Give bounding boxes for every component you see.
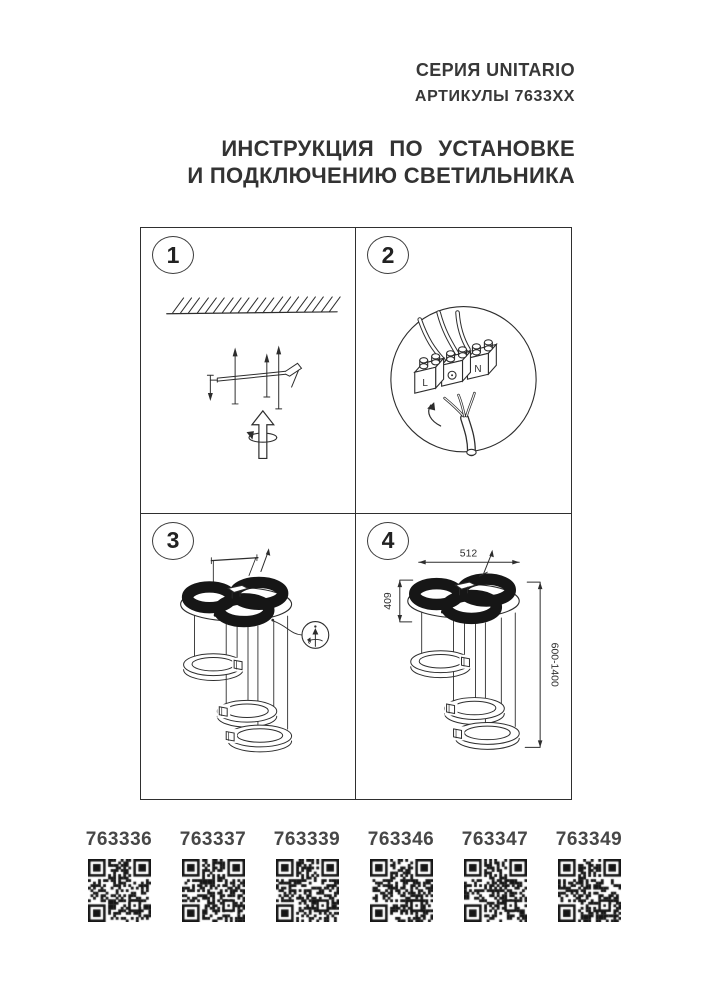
mounting-bracket-drawing (207, 345, 301, 408)
article-number: 763346 (367, 829, 435, 850)
dimension-suspension (525, 582, 559, 747)
instruction-title-line2: И ПОДКЛЮЧЕНИЮ СВЕТИЛЬНИКА (187, 163, 575, 188)
qr-code (182, 859, 245, 922)
qr-code (370, 859, 433, 922)
terminal-label-live: L (422, 378, 428, 390)
article-number: 763347 (461, 829, 529, 850)
instruction-steps-grid (140, 227, 572, 800)
ceiling-hatch (167, 297, 340, 314)
step-number-badge (367, 522, 409, 560)
step-number: 4 (381, 527, 395, 553)
qr-code (276, 859, 339, 922)
article-number: 763336 (85, 829, 153, 850)
rotation-arrow-icon (247, 411, 277, 459)
article-item (262, 830, 352, 922)
terminal-label-neutral: N (474, 364, 482, 376)
article-item (356, 830, 446, 922)
qr-code (88, 859, 151, 922)
dimension-suspension-label: 600-1400 (548, 642, 560, 687)
article-item (74, 830, 164, 922)
step-number: 2 (381, 241, 395, 268)
mount-screw (479, 549, 493, 575)
dimension-canopy-label: 409 (382, 591, 394, 610)
ring-light-3 (452, 722, 520, 749)
step-number-badge (367, 236, 409, 274)
qr-code (558, 859, 621, 922)
article-number: 763339 (273, 829, 341, 850)
step-panel-4 (356, 514, 571, 800)
canopy-drawing (408, 579, 519, 621)
article-item (450, 830, 540, 922)
step-panel-1 (141, 228, 356, 514)
series-title: СЕРИЯ UNITARIO (415, 60, 575, 80)
article-item (544, 830, 634, 922)
ring-light-1 (184, 653, 245, 680)
ring-light-1 (411, 650, 473, 677)
dimension-width-label: 512 (459, 548, 478, 560)
step-panel-3 (141, 514, 356, 800)
article-item (168, 830, 258, 922)
ring-light-2 (445, 697, 505, 724)
canopy-drawing (181, 582, 292, 624)
article-number: 763337 (179, 829, 247, 850)
step-number: 3 (166, 527, 180, 553)
instruction-title (95, 135, 575, 189)
step-number-badge (152, 522, 194, 560)
chandelier-drawing (408, 579, 519, 749)
step-panel-2 (356, 228, 571, 514)
adjuster-callout (271, 618, 328, 648)
ring-light-3 (224, 725, 291, 752)
instruction-title-line1: ИНСТРУКЦИЯ ПО УСТАНОВКЕ (221, 136, 575, 161)
step-number-badge (152, 236, 194, 274)
article-qr-row (74, 830, 634, 922)
step-number: 1 (166, 241, 180, 268)
dimension-width (419, 548, 520, 564)
qr-code (464, 859, 527, 922)
articles-subtitle: АРТИКУЛЫ 7633ХХ (414, 88, 575, 105)
article-number: 763349 (555, 829, 623, 850)
header (95, 60, 575, 189)
ring-light-2 (217, 700, 276, 727)
